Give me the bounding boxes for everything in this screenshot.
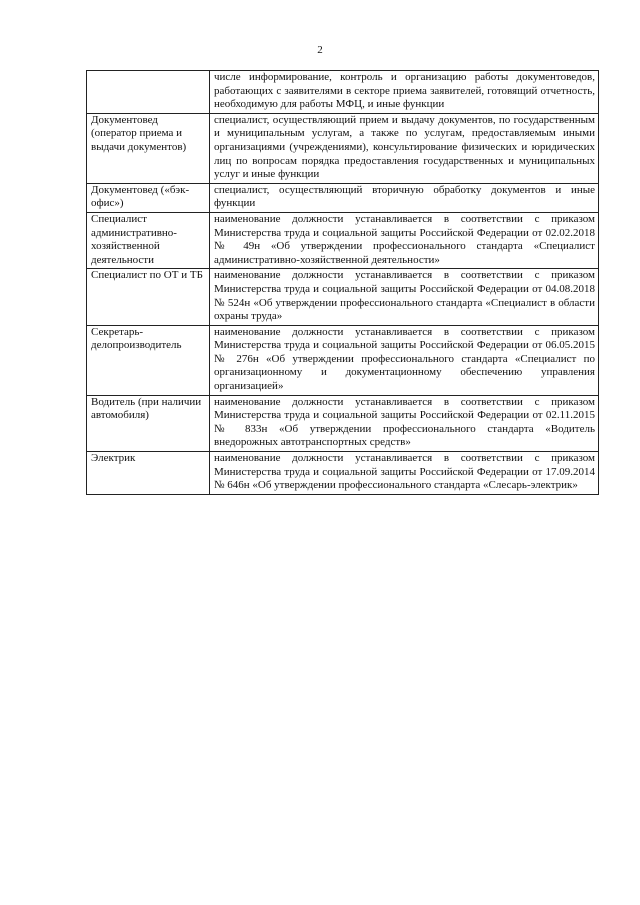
description-cell: специалист, осуществляющий вторичную обработку документов и иные функции	[210, 183, 599, 212]
description-cell: наименование должности устанавливается в соответствии с приказом Министерства труда и социальной защиты Российской Федерации от 02.02.2018 № 49н «Об утверждении профессионального стандарта «Специалист административно-хозяйственной деятельности»	[210, 212, 599, 268]
description-cell: наименование должности устанавливается в соответствии с приказом Министерства труда и социальной защиты Российской Федерации от 17.09.2014 № 646н «Об утверждении профессионального стандарта «Слесарь-электрик»	[210, 452, 599, 495]
table-row	[87, 71, 599, 114]
table-row	[87, 212, 599, 268]
position-cell: Секретарь-делопроизводитель	[87, 325, 210, 395]
position-cell: Электрик	[87, 452, 210, 495]
page-number: 2	[317, 44, 323, 56]
table-row	[87, 452, 599, 495]
table-row	[87, 269, 599, 325]
table-row	[87, 113, 599, 183]
position-cell: Документовед (оператор приема и выдачи документов)	[87, 113, 210, 183]
position-cell: Водитель (при наличии автомобиля)	[87, 395, 210, 451]
position-cell: Документовед («бэк-офис»)	[87, 183, 210, 212]
position-cell: Специалист административно-хозяйственной деятельности	[87, 212, 210, 268]
description-cell: наименование должности устанавливается в соответствии с приказом Министерства труда и социальной защиты Российской Федерации от 04.08.2018 № 524н «Об утверждении профессионального стандарта «Специалист в области охраны труда»	[210, 269, 599, 325]
table-row	[87, 395, 599, 451]
position-cell: Специалист по ОТ и ТБ	[87, 269, 210, 325]
description-cell: наименование должности устанавливается в соответствии с приказом Министерства труда и социальной защиты Российской Федерации от 02.11.2015 № 833н «Об утверждении профессионального стандарта «Водитель внедорожных автотранспортных средств»	[210, 395, 599, 451]
staff-positions-table	[86, 70, 599, 495]
description-cell: наименование должности устанавливается в соответствии с приказом Министерства труда и социальной защиты Российской Федерации от 06.05.2015 № 276н «Об утверждении профессионального стандарта «Специалист по организационному и документационному обеспечению управления организацией»	[210, 325, 599, 395]
table-row	[87, 325, 599, 395]
table-row	[87, 183, 599, 212]
description-cell: числе информирование, контроль и организацию работы документоведов, работающих с заявителями в секторе приема заявителей, готовящий отчетность, необходимую для работы МФЦ, и иные функции	[210, 71, 599, 114]
description-cell: специалист, осуществляющий прием и выдачу документов, по государственным и муниципальным услугам, а также по услугам, предоставляемым иными организациями (учреждениями), консультирование физических и юридических лиц по вопросам порядка предоставления государственных и муниципальных услуг и иные функции	[210, 113, 599, 183]
position-cell	[87, 71, 210, 114]
